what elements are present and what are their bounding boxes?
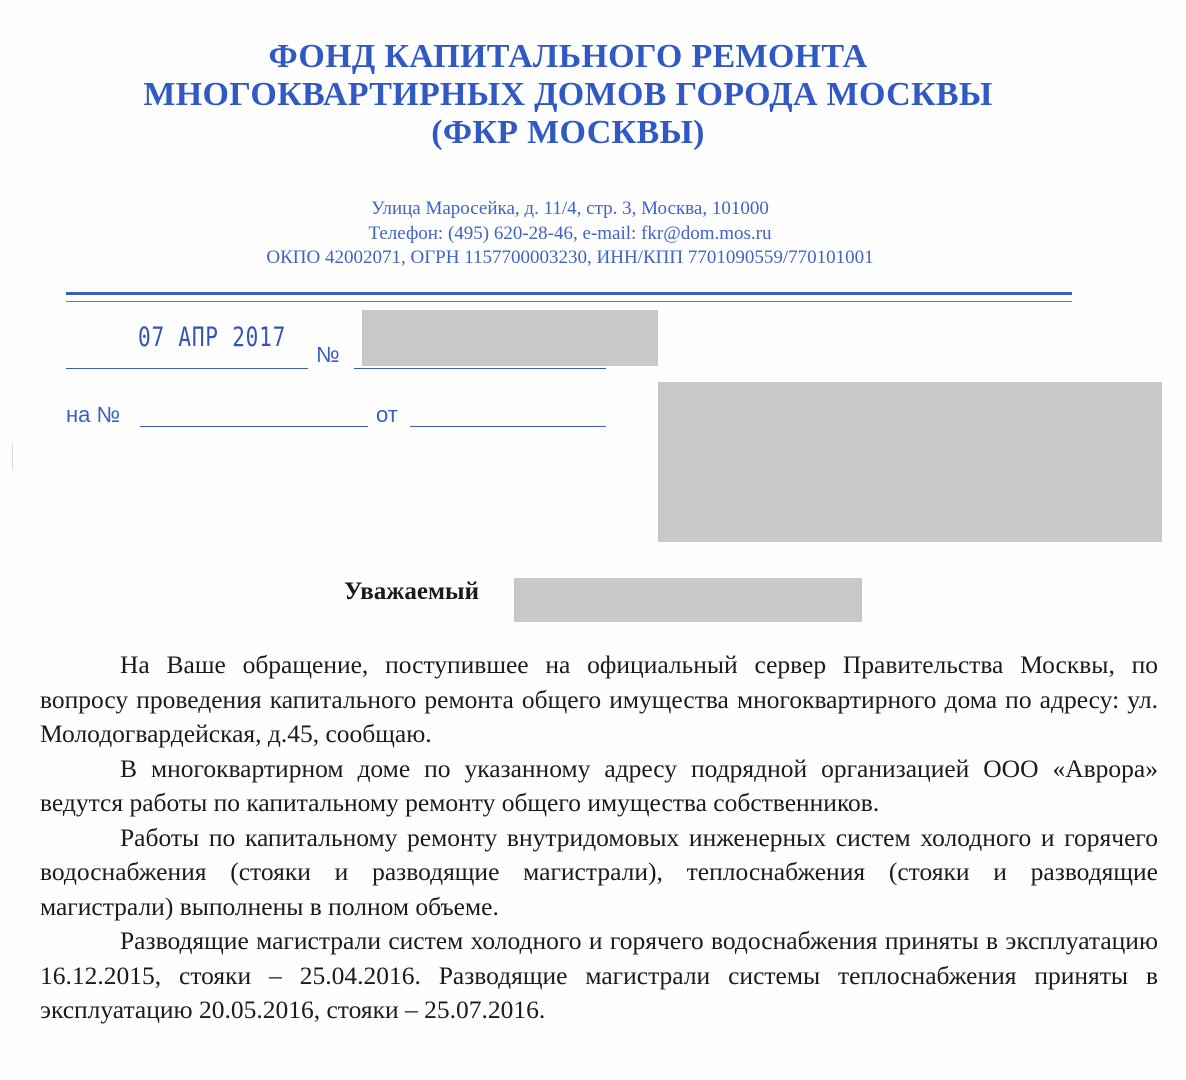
letterhead-divider-thick	[66, 292, 1072, 295]
letterhead-divider-thin	[66, 301, 1072, 302]
reply-to-number-label: на №	[66, 402, 121, 427]
org-address: Улица Маросейка, д. 11/4, стр. 3, Москва, 101000	[371, 198, 769, 219]
letter-body	[40, 648, 1158, 1028]
outgoing-number-underline	[354, 368, 606, 369]
outgoing-date-stamp: 07 АПР 2017	[138, 322, 287, 353]
reply-to-number-underline	[140, 426, 368, 427]
org-name-line-2: МНОГОКВАРТИРНЫХ ДОМОВ ГОРОДА МОСКВЫ	[143, 76, 993, 113]
margin-mark	[12, 444, 13, 470]
redacted-recipient-block	[658, 382, 1162, 542]
org-contacts: Телефон: (495) 620-28-46, e-mail: fkr@dom.mos.ru	[368, 223, 772, 244]
org-registry-codes: ОКПО 42002071, ОГРН 1157700003230, ИНН/КПП 7701090559/770101001	[266, 247, 874, 268]
body-paragraph-4: Разводящие магистрали систем холодного и горячего водоснабжения приняты в эксплуатацию 16.12.2015, стояки – 25.04.2016. Разводящие магистрали системы теплоснабжения приняты в эксплуатацию 20.05.2016, стояки – 25.07.2016.	[40, 926, 1158, 1024]
redacted-recipient-name	[514, 578, 862, 622]
body-paragraph-2: В многоквартирном доме по указанному адресу подрядной организацией ООО «Аврора» ведутся работы по капитальному ремонту общего имущества собственников.	[40, 753, 1158, 817]
salutation: Уважаемый	[344, 578, 479, 605]
org-name-line-3: (ФКР МОСКВЫ)	[431, 114, 705, 151]
org-name-line-1: ФОНД КАПИТАЛЬНОГО РЕМОНТА	[268, 38, 868, 75]
date-underline	[66, 368, 308, 369]
outgoing-number-label: №	[316, 342, 340, 367]
body-paragraph-1: На Ваше обращение, поступившее на официальный сервер Правительства Москвы, по вопросу проведения капитального ремонта общего имущества многоквартирного дома по адресу: ул. Молодогвардейская, д.45, сообщаю.	[40, 650, 1158, 748]
reply-date-label: от	[376, 402, 398, 427]
body-paragraph-3: Работы по капитальному ремонту внутридомовых инженерных систем холодного и горячего водоснабжения (стояки и разводящие магистрали), теплоснабжения (стояки и разводящие магистрали) выполнены в полном объеме.	[40, 822, 1158, 921]
redacted-outgoing-number	[362, 310, 658, 366]
reply-date-underline	[410, 426, 606, 427]
